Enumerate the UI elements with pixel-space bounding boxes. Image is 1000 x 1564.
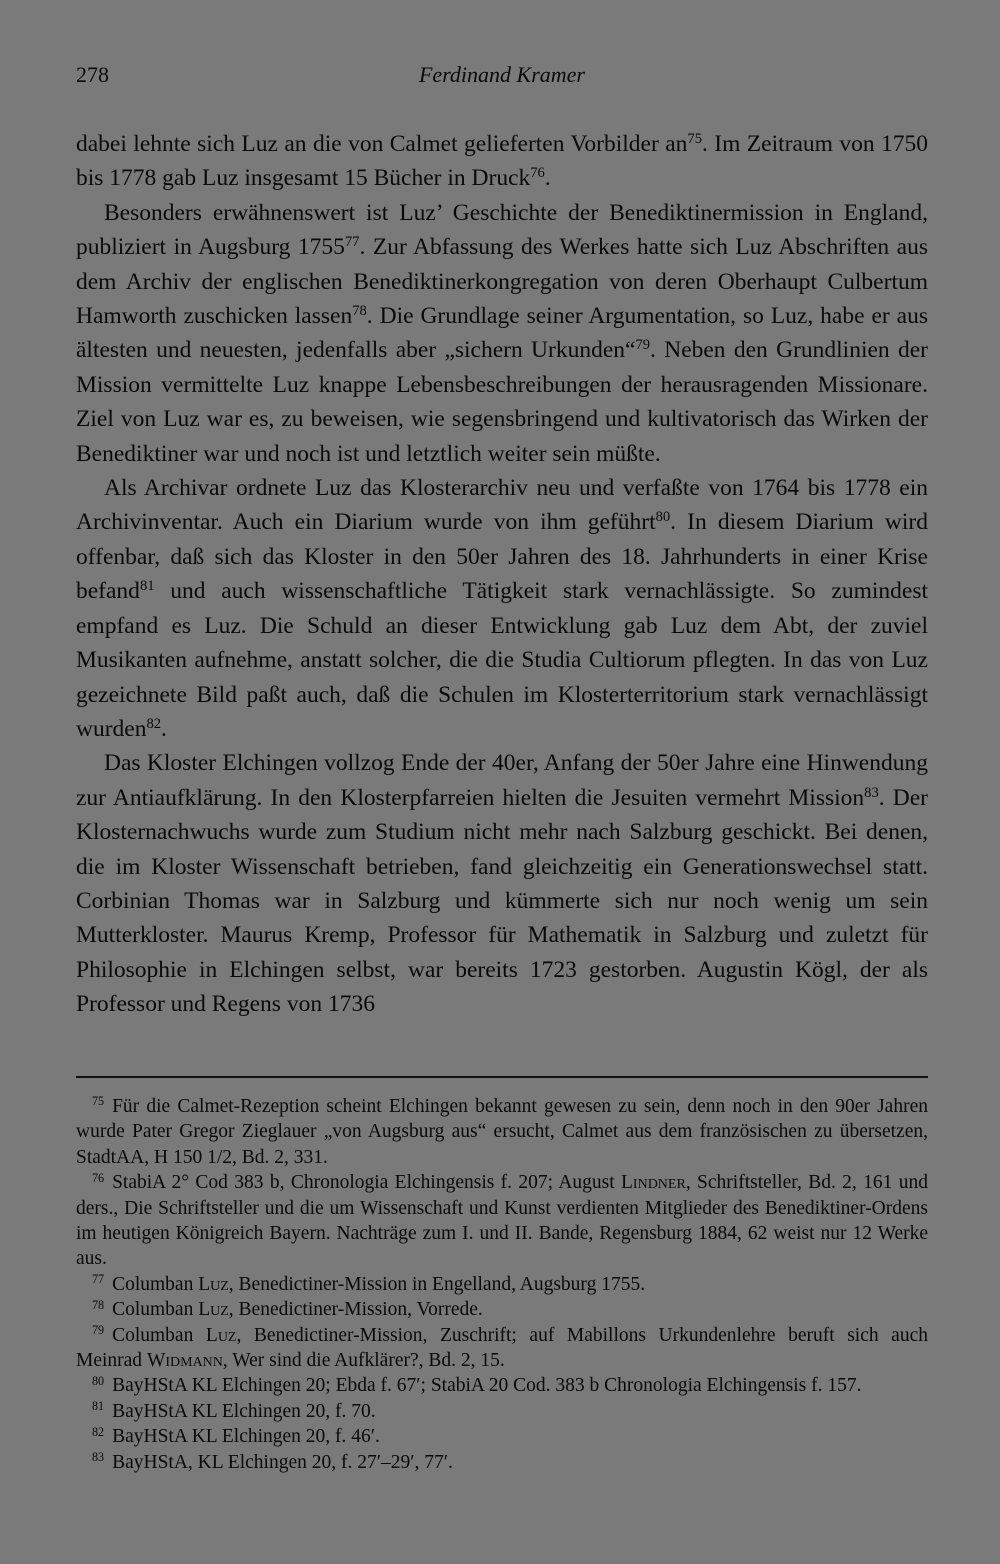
- paragraph: [76, 196, 928, 471]
- text-run: dabei lehnte sich Luz an die von Calmet gelieferten Vorbilder an: [76, 131, 688, 157]
- footnote: [76, 1094, 928, 1170]
- text-run: . Zur Abfassung des Werkes hatte sich Luz Abschriften aus dem Archiv der englischen Benediktinerkongregation von deren Oberhaupt Culbertum Hamworth zuschicken lassen: [76, 234, 928, 330]
- text-run: Als Archivar ordnete Luz das Klosterarchiv neu und verfaßte von 1764 bis 1778 ein Archivinventar. Auch ein Diarium wurde von ihm geführt: [76, 475, 928, 536]
- text-run: . In diesem Diarium wird offenbar, daß sich das Kloster in den 50er Jahren des 18. Jahrhunderts in einer Krise befand: [76, 509, 929, 605]
- footnote-reference: 83: [864, 784, 879, 801]
- footnote-reference: 79: [635, 337, 651, 354]
- text-run: . Neben den Grundlinien der Mission vermittelte Luz knappe Lebensbeschreibungen der herausragenden Missionare. Ziel von Luz war es, zu beweisen, wie segensbringend und kultivatorisch das Wirken der Benediktiner war und noch ist und letztlich weiter sein müßte.: [76, 337, 928, 467]
- footnote-number: 83: [92, 1450, 105, 1465]
- text-run: .: [544, 165, 551, 192]
- footnote-reference: 78: [352, 303, 367, 320]
- text-run: BayHStA KL Elchingen 20; Ebda f. 67′; StabiA 20 Cod. 383 b Chronologia Elchingensis f. 157.: [112, 1375, 862, 1397]
- footnote: [76, 1373, 928, 1398]
- author-name: Luz: [198, 1273, 229, 1295]
- footnote-number: 76: [92, 1170, 105, 1185]
- footnote-reference: 82: [146, 715, 162, 732]
- text-run: Für die Calmet-Rezeption scheint Elchingen bekannt gewesen zu sein, denn noch in den 90er Jahren wurde Pater Gregor Zieglauer „von Augsburg aus“ ersucht, Calmet aus dem französischen zu übersetzen, StadtAA, H 150 1/2, Bd. 2, 331.: [76, 1096, 928, 1168]
- footnote-number: 75: [92, 1094, 105, 1109]
- author-name: Luz: [205, 1324, 237, 1346]
- running-head: Ferdinand Kramer: [418, 62, 585, 87]
- footnote: [76, 1297, 928, 1322]
- footnote-reference: 81: [139, 578, 155, 595]
- text-run: , Schriftsteller, Bd. 2, 161 und ders., Die Schriftsteller und die um Wissenschaft und Kunst verdienten Mitglieder des Benediktiner-Ordens im heutigen Königreich Bayern. Nachträge zum I. und II. Bande, Regensburg 1884, 62 weist nur 12 Werke aus.: [76, 1172, 928, 1270]
- text-run: , Benedictiner-Mission in Engelland, Augsburg 1755.: [228, 1273, 646, 1295]
- footnote-divider: [76, 1076, 928, 1078]
- text-run: . Im Zeitraum von 1750 bis 1778 gab Luz insgesamt 15 Bücher in Druck: [76, 131, 929, 192]
- text-run: BayHStA, KL Elchingen 20, f. 27′–29′, 77′.: [112, 1451, 453, 1473]
- footnote-number: 81: [92, 1399, 105, 1414]
- footnotes: [76, 1094, 928, 1475]
- author-name: Luz: [198, 1299, 229, 1321]
- paragraph: [76, 127, 928, 196]
- footnote-number: 78: [92, 1297, 105, 1312]
- page-header: [76, 62, 928, 92]
- footnote: [76, 1424, 928, 1449]
- text-run: BayHStA KL Elchingen 20, f. 46′.: [112, 1426, 380, 1448]
- footnote-number: 77: [92, 1272, 105, 1287]
- text-run: Columban: [112, 1324, 206, 1346]
- paragraph: [76, 746, 928, 1021]
- footnote-reference: 80: [655, 509, 671, 526]
- footnote-reference: 77: [344, 234, 360, 251]
- page-number: 278: [76, 62, 109, 87]
- text-run: , Benedictiner-Mission, Zuschrift; auf Mabillons Urkundenlehre beruft sich auch Meinrad: [76, 1324, 928, 1372]
- footnote: [76, 1450, 928, 1475]
- footnote-number: 80: [92, 1373, 105, 1388]
- text-run: Das Kloster Elchingen vollzog Ende der 40er, Anfang der 50er Jahre eine Hinwendung zur Antiaufklärung. In den Klosterpfarreien hielten die Jesuiten vermehrt Mission: [76, 750, 928, 811]
- paragraph: [76, 471, 928, 746]
- footnote-reference: 75: [687, 131, 702, 147]
- footnote: [76, 1272, 928, 1297]
- text-run: BayHStA KL Elchingen 20, f. 70.: [112, 1400, 376, 1422]
- footnote-number: 82: [92, 1424, 105, 1439]
- footnote: [76, 1399, 928, 1424]
- text-run: . Der Klosternachwuchs wurde zum Studium nicht mehr nach Salzburg geschickt. Bei denen, die im Kloster Wissenschaft betrieben, fand gleichzeitig ein Generationswechsel statt. Corbinian Thomas war in Salzburg und kümmerte sich nur noch wenig um sein Mutterkloster. Maurus Kremp, Professor für Mathematik in Salzburg und zuletzt für Philosophie in Elchingen selbst, war bereits 1723 gestorben. Augustin Kögl, der als Professor und Regens von 1736: [76, 784, 928, 1018]
- text-run: Columban: [112, 1299, 199, 1321]
- text-run: , Wer sind die Aufklärer?, Bd. 2, 15.: [222, 1350, 505, 1372]
- text-run: Besonders erwähnenswert ist Luz’ Geschichte der Benediktinermission in England, publiziert in Augsburg 1755: [76, 199, 928, 261]
- footnote: [76, 1323, 928, 1374]
- footnote-number: 79: [92, 1323, 105, 1338]
- body-text: [76, 127, 928, 1022]
- text-run: StabiA 2° Cod 383 b, Chronologia Elchingensis f. 207; August: [112, 1172, 622, 1194]
- text-run: , Benedictiner-Mission, Vorrede.: [228, 1299, 483, 1321]
- footnote: [76, 1170, 928, 1272]
- text-run: .: [161, 715, 167, 742]
- footnote-reference: 76: [530, 165, 545, 182]
- author-name: Widmann: [146, 1350, 223, 1372]
- text-run: . Die Grundlage seiner Argumentation, so Luz, habe er aus ältesten und neuesten, jedenfalls aber „sichern Urkunden“: [76, 303, 928, 364]
- text-run: und auch wissenschaftliche Tätigkeit stark vernachlässigte. So zumindest empfand es Luz. Die Schuld an dieser Entwicklung gab Luz dem Abt, der zuviel Musikanten aufnehme, anstatt solcher, die die Studia Cultiorum pflegten. In das von Luz gezeichnete Bild paßt auch, daß die Schulen im Klosterterritorium stark vernachlässigt wurden: [76, 578, 928, 742]
- text-run: Columban: [112, 1273, 199, 1295]
- author-name: Lindner: [621, 1172, 686, 1194]
